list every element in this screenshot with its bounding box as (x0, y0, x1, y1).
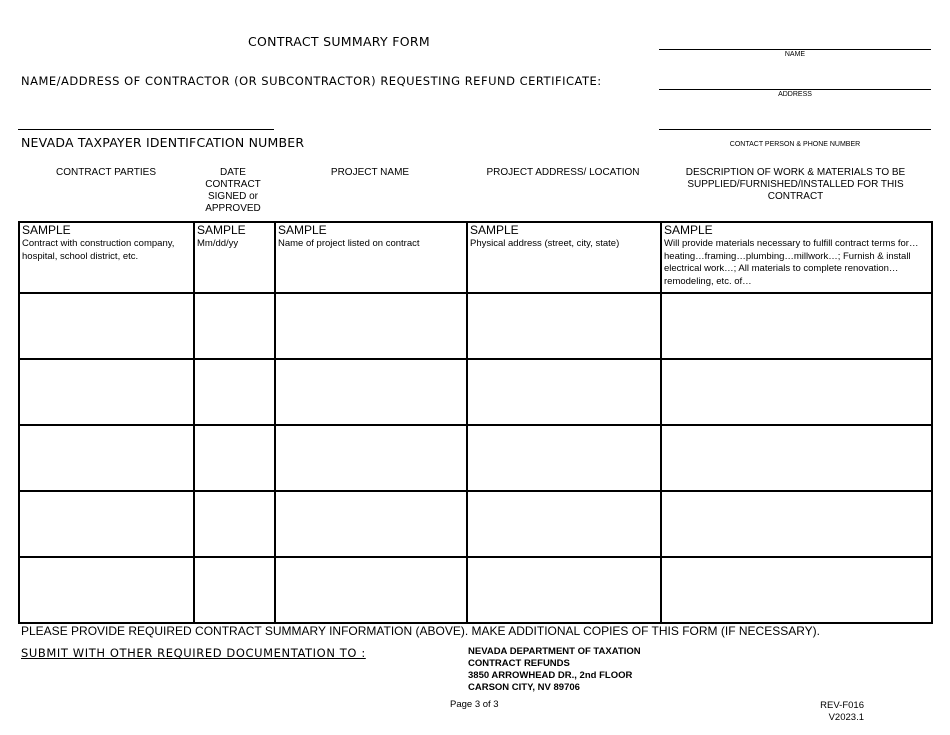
table-cell[interactable] (661, 557, 932, 623)
column-header-project-name: PROJECT NAME (330, 167, 410, 178)
table-cell[interactable] (194, 359, 275, 425)
table-cell[interactable] (275, 491, 467, 557)
table-row (19, 557, 932, 623)
table-cell[interactable] (194, 293, 275, 359)
address-caption: ADDRESS (778, 91, 812, 98)
sample-description: Mm/dd/yy (197, 238, 239, 249)
table-row (19, 293, 932, 359)
sample-label: SAMPLE (664, 223, 713, 237)
sample-description: Physical address (street, city, state) (470, 238, 620, 249)
footer-note: PLEASE PROVIDE REQUIRED CONTRACT SUMMARY INFORMATION (ABOVE). MAKE ADDITIONAL COPIES OF THIS FORM (IF NECESSARY). (21, 624, 821, 638)
table-cell[interactable] (661, 425, 932, 491)
address-line: CONTRACT REFUNDS (468, 658, 570, 669)
mailing-address (468, 646, 641, 694)
sample-cell-description (661, 222, 932, 293)
tin-label: NEVADA TAXPAYER IDENTIFCATION NUMBER (21, 135, 305, 150)
sample-cell-project-name (275, 222, 467, 293)
sample-label: SAMPLE (22, 223, 71, 237)
name-caption: NAME (784, 51, 806, 58)
table-cell[interactable] (19, 557, 194, 623)
submit-label: SUBMIT WITH OTHER REQUIRED DOCUMENTATION TO : (21, 646, 366, 660)
sample-cell-parties (19, 222, 194, 293)
table-cell[interactable] (275, 359, 467, 425)
form-title: CONTRACT SUMMARY FORM (248, 34, 430, 49)
column-header-project-address: PROJECT ADDRESS/ LOCATION (486, 167, 640, 178)
column-header-date: DATE CONTRACT SIGNED or APPROVED (205, 167, 261, 214)
form-version: V2023.1 (828, 712, 864, 723)
table-cell[interactable] (194, 557, 275, 623)
form-number: REV-F016 (820, 700, 864, 711)
table-row (19, 359, 932, 425)
sample-label: SAMPLE (278, 223, 327, 237)
table-cell[interactable] (19, 425, 194, 491)
sample-row (19, 222, 932, 293)
tin-input-line[interactable] (18, 129, 274, 130)
name-input-line[interactable] (659, 49, 931, 50)
table-cell[interactable] (19, 359, 194, 425)
table-cell[interactable] (275, 293, 467, 359)
address-input-line[interactable] (659, 89, 931, 90)
sample-cell-project-address (467, 222, 661, 293)
contract-table (18, 221, 933, 624)
table-cell[interactable] (194, 491, 275, 557)
table-cell[interactable] (467, 557, 661, 623)
sample-cell-date (194, 222, 275, 293)
table-cell[interactable] (275, 557, 467, 623)
table-cell[interactable] (19, 491, 194, 557)
address-line: 3850 ARROWHEAD DR., 2nd FLOOR (468, 670, 633, 681)
table-row (19, 425, 932, 491)
contact-input-line[interactable] (659, 129, 931, 130)
table-cell[interactable] (19, 293, 194, 359)
sample-description: Will provide materials necessary to fulfill contract terms for…heating…framing…plumbing…millwork…; Furnish & install electrical work…; All materials to complete renovation…remodeling, etc. of… (664, 238, 919, 287)
form-revision (818, 700, 864, 724)
table-row (19, 491, 932, 557)
sample-description: Contract with construction company, hospital, school district, etc. (22, 238, 175, 262)
address-line: CARSON CITY, NV 89706 (468, 682, 580, 693)
table-cell[interactable] (194, 425, 275, 491)
contact-caption: CONTACT PERSON & PHONE NUMBER (729, 141, 861, 148)
sample-label: SAMPLE (197, 223, 246, 237)
table-cell[interactable] (467, 293, 661, 359)
sample-label: SAMPLE (470, 223, 519, 237)
table-cell[interactable] (661, 293, 932, 359)
sample-description: Name of project listed on contract (278, 238, 420, 249)
page-number: Page 3 of 3 (450, 699, 499, 710)
column-header-contract-parties: CONTRACT PARTIES (55, 167, 156, 178)
address-line: NEVADA DEPARTMENT OF TAXATION (468, 646, 641, 657)
column-header-description: DESCRIPTION OF WORK & MATERIALS TO BE SUPPLIED/FURNISHED/INSTALLED FOR THIS CONTRACT (685, 167, 906, 202)
table-cell[interactable] (275, 425, 467, 491)
table-cell[interactable] (661, 359, 932, 425)
table-cell[interactable] (467, 359, 661, 425)
table-cell[interactable] (467, 425, 661, 491)
table-cell[interactable] (467, 491, 661, 557)
table-cell[interactable] (661, 491, 932, 557)
requester-label: NAME/ADDRESS OF CONTRACTOR (OR SUBCONTRACTOR) REQUESTING REFUND CERTIFICATE: (21, 74, 602, 88)
